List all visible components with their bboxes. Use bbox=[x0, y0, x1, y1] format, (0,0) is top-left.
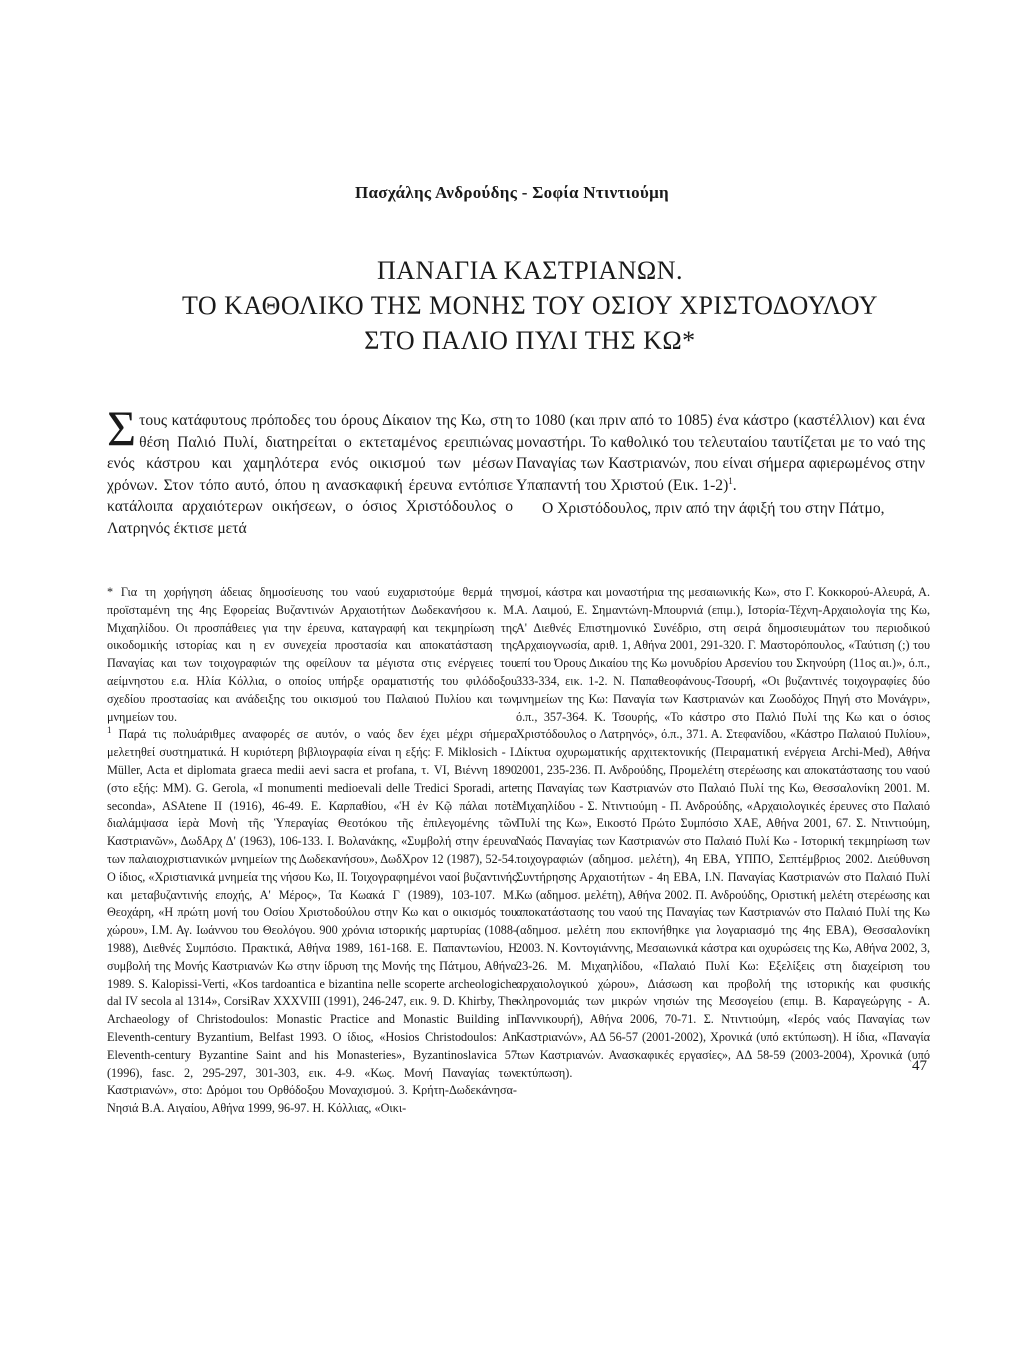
page-number: 47 bbox=[912, 1058, 927, 1074]
footnote-1-text: Παρά τις πολυάριθμες αναφορές σε αυτόν, ο ναός δεν έχει μέχρι σήμερα μελετηθεί συστηματικά. Η κυριότερη βιβλιογραφία είναι η εξής: F. Miklosich - I. Müller, Acta et diplomata graeca medii aevi sacra et profana, τ. VI, Βιέννη 1890 (στο εξής: ΜΜ). G. Gerola, «I monumenti medioevali delle Tredici Sporadi, arte seconda», ASAtene II (1916), 46-49. Ε. Καρπαθίου, «Ἡ ἐν Κῷ πάλαι ποτὲ διαλάμψασα ἱερὰ Μονὴ τῆς Ὑπεραγίας Θεοτόκου τῆς ἐπιλεγομένης τῶν Καστριανῶν», ΔωδΑρχ Δ' (1963), 106-133. Ι. Βολανάκης, «Συμβολή στην έρευνα των παλαιοχριστιανικών μνημείων της Δωδεκανήσου», ΔωδΧρον 12 (1987), 52-54. Ο ίδιος, «Χριστιανικά μνημεία της νήσου Κω, ΙΙ. Τοιχογραφημένοι ναοί βυζαντινής και μεταβυζαντινής εποχής, Α' Μέρος», Τα Κωακά Γ (1989), 103-107. Μ. Θεοχάρη, «Η πρώτη μονή του Οσίου Χριστοδούλου στην Κω και ο οικισμός του χώρου», Ι.Μ. Αγ. Ιωάννου του Θεολόγου. 900 χρόνια ιστορικής μαρτυρίας (1088-1988), Διεθνές Συμπόσιο. Πρακτικά, Αθήνα 1989, 161-168. Ε. Παπαντωνίου, Η συμβολή της Μονής Καστριανών Κω στην ίδρυση της Μονής της Πάτμου, Αθήνα 1989. S. Kalopissi-Verti, «Kos tardoantica e bizantina nelle scoperte archeologiche dal IV secola al 1314», CorsiRav XXXVIII (1991), 246-247, εικ. 9. D. Khirby, The Archaeology of Christodoulos: Monastic Practice and Monastic Building in Eleventh-century Byzantium, Belfast 1993. Ο ίδιος, «Hosios Christodoulos: An Eleventh-century Byzantine Saint and his Monasteries», Byzantinoslavica 57 (1996), fasc. 2, 295-297, 301-303, εικ. 4-9. «Κως. Μονή Παναγίας των Καστριανών», στο: Δρόμοι του Ορθόδοξου Μοναχισμού. 3. Κρήτη-Δωδεκάνησα-Νησιά Β.Α. Αιγαίου, Αθήνα 1999, 96-97. Η. Κόλλιας, «Οικι- bbox=[107, 727, 517, 1116]
body-text-end: . bbox=[732, 476, 737, 494]
body-column-left bbox=[107, 400, 513, 540]
footnote-1-number: 1 bbox=[107, 725, 112, 736]
footnote-1 bbox=[107, 726, 517, 1118]
title-line-2: ΤΟ ΚΑΘΟΛΙΚΟ ΤΗΣ ΜΟΝΗΣ ΤΟΥ ΟΣΙΟΥ ΧΡΙΣΤΟΔΟΥΛΟΥ bbox=[181, 291, 879, 320]
footnotes-column-left bbox=[107, 584, 517, 1118]
authors-line: Πασχάλης Ανδρούδης - Σοφία Ντιντιούμη bbox=[355, 183, 669, 202]
title-line-1: ΠΑΝΑΓΙΑ ΚΑΣΤΡΙΑΝΩΝ. bbox=[377, 256, 683, 285]
body-paragraph-2: Ο Χριστόδουλος, πριν από την άφιξή του στην Πάτμο, bbox=[542, 500, 885, 518]
body-paragraph bbox=[107, 400, 513, 540]
footnote-star: * Για τη χορήγηση άδειας δημοσίευσης του ναού ευχαριστούμε θερμά την προϊσταμένη της 4ης Εφορείας Βυζαντινών Αρχαιοτήτων Δωδεκανήσου κ. Μ. Μιχαηλίδου. Οι προσπάθειες για την έρευνα, καταγραφή και τεκμηρίωση της οικοδομικής ιστορίας και η εν συνεχεία προστασία και αποκατάσταση της Παναγίας και των τοιχογραφιών της οφείλουν τα μέγιστα στις ενέργειες του αείμνηστου ε.α. Ηλία Κόλλια, ο οποίος υπήρξε οραματιστής του φιλόδοξου σχεδίου προστασίας και ανάδειξης του οικισμού του Παλαιού Πυλίου και των μνημείων του. bbox=[107, 585, 517, 724]
body-text-left: τους κατάφυτους πρόποδες του όρους Δίκαιον της Κω, στη θέση Παλιό Πυλί, διατηρείται ο εκτεταμένος ερειπιώνας ενός κάστρου και χαμηλότερα ενός οικισμού των μέσων χρόνων. Στον τόπο αυτό, όπου η ανασκαφική έρευνα εντόπισε κατάλοιπα αρχαιότερων οικήσεων, ο όσιος Χριστόδουλος ο Λατρηνός έκτισε μετά bbox=[107, 412, 513, 537]
footnote-1-continued: σμοί, κάστρα και μοναστήρια της μεσαιωνικής Κω», στο Γ. Κοκκορού-Αλευρά, Α. Α. Λαιμού, Ε. Σημαντώνη-Μπουρνιά (επιμ.), Ιστορία-Τέχνη-Αρχαιολογία της Κω, Α' Διεθνές Επιστημονικό Συνέδριο, στη σειρά δημοσιευμάτων του περιοδικού Αρχαιογνωσία, αριθ. 1, Αθήνα 2001, 291-320. Γ. Μαστορόπουλος, «Ταύτιση (;) του επί του Όρους Δικαίου της Κω μονυδρίου Αρσενίου του Σκηνούρη (11ος αι.)», ό.π., 333-334, εικ. 1-2. Ν. Παπαθεοφάνους-Τσουρή, «Οι βυζαντινές τοιχογραφίες δύο μνημείων της Κω: Παναγία των Καστριανών και Ζωοδόχος Πηγή στο Μονάγρι», ό.π., 357-364. Κ. Τσουρής, «Το κάστρο στο Παλιό Πυλί της Κω και ο όσιος Χριστόδουλος ο Λατρηνός», ό.π., 371. Α. Στεφανίδου, «Κάστρο Παλαιού Πυλίου», Δίκτυα οχυρωματικής αρχιτεκτονικής (Πειραματική ενέργεια Archi-Med), Αθήνα 2001, 235-236. Π. Ανδρούδης, Προμελέτη στερέωσης και αποκατάστασης του ναού της Παναγίας των Καστριανών στο Παλαιό Πυλί της Κω, Θεσσαλονίκη 2001. Μ. Μιχαηλίδου - Σ. Ντιντιούμη - Π. Ανδρούδης, «Αρχαιολογικές έρευνες στο Παλαιό Πυλί της Κω», Εικοστό Πρώτο Συμπόσιο ΧΑΕ, Αθήνα 2001, 67. Σ. Ντιντιούμη, Ναός Παναγίας των Καστριανών στο Παλαιό Πυλί Κω - Ιστορική τεκμηρίωση των τοιχογραφιών (αδημοσ. μελέτη), 4η ΕΒΑ, ΥΠΠΟ, Σεπτέμβριος 2002. Διεύθυνση Συντήρησης Αρχαιοτήτων - 4η ΕΒΑ, Ι.Ν. Παναγίας Καστριανών στο Παλαιό Πυλί Κω (αδημοσ. μελέτη), Αθήνα 2002. Π. Ανδρούδης, Οριστική μελέτη στερέωσης και αποκατάστασης του ναού της Παναγίας των Καστριανών στο Παλαιό Πυλί της Κω (αδημοσ. μελέτη που εκπονήθηκε για λογαριασμό της 4ης ΕΒΑ), Θεσσαλονίκη 2003. Ν. Κοντογιάννης, Μεσαιωνικά κάστρα και οχυρώσεις της Κω, Αθήνα 2002, 3, 23-26. Μ. Μιχαηλίδου, «Παλαιό Πυλί Κω: Εξελίξεις στη διαχείριση του αρχαιολογικού χώρου», Διάσωση και προβολή της ιστορικής και φυσικής κληρονομιάς των μικρών νησιών της Μεσογείου (επιμ. Β. Καραγεώργης - Α. Παννικουρή), Αθήνα 2006, 70-71. Σ. Ντιντιούμη, «Ιερός ναός Παναγίας των Καστριανών», ΑΔ 56-57 (2001-2002), Χρονικά (υπό εκτύπωση). Η ίδια, «Παναγία των Καστριανών. Ανασκαφικές εργασίες», ΑΔ 58-59 (2003-2004), Χρονικά (υπό εκτύπωση). bbox=[516, 585, 930, 1080]
footnote-ref-1[interactable]: 1 bbox=[728, 475, 733, 486]
body-column-right bbox=[516, 410, 925, 520]
drop-cap: Σ bbox=[107, 400, 137, 456]
title-line-3: ΣΤΟ ΠΑΛΙΟ ΠΥΛΙ ΤΗΣ ΚΩ* bbox=[364, 326, 696, 355]
body-text-right: το 1080 (και πριν από το 1085) ένα κάστρο (καστέλλιον) και ένα μοναστήρι. Το καθολικό του τελευταίου ταυτίζεται με το ναό της Παναγίας των Καστριανών, που είναι σήμερα αφιερωμένος στην Υπαπαντή του Χριστού (Εικ. 1-2) bbox=[516, 412, 925, 494]
body-paragraph-continued bbox=[516, 410, 925, 496]
footnotes-column-right bbox=[516, 584, 930, 1082]
article-title bbox=[100, 253, 960, 358]
